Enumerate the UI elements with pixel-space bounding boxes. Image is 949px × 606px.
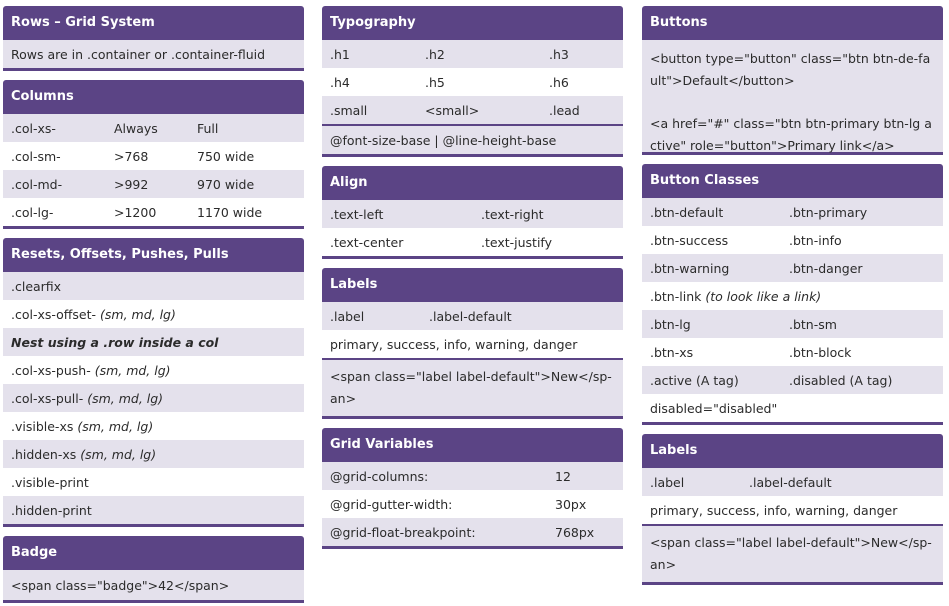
table-row: .text-center .text-justify — [322, 228, 623, 256]
table-row: @grid-columns: 12 — [322, 462, 623, 490]
table-row: .col-md- >992 970 wide — [3, 170, 304, 198]
badge-card — [3, 536, 304, 603]
list-item: <span class="label label-default">New</sp-an> — [642, 524, 943, 582]
table-row: .small <small> .lead — [322, 96, 623, 124]
list-item: <span class="label label-default">New</sp-an> — [322, 358, 623, 416]
columns-card — [3, 80, 304, 229]
card-title: Rows – Grid System — [3, 6, 304, 40]
list-item: Nest using a .row inside a col — [3, 328, 304, 356]
card-title: Labels — [642, 434, 943, 468]
list-item: <button type="button" class="btn btn-de-fault">Default</button> <a href="#" class="btn btn-primary btn-lg active" role="button">Primary link</a> — [642, 40, 943, 152]
card-title: Columns — [3, 80, 304, 114]
card-title: Button Classes — [642, 164, 943, 198]
table-row: @grid-gutter-width: 30px — [322, 490, 623, 518]
list-item: .visible-xs (sm, md, lg) — [3, 412, 304, 440]
table-row: .btn-success .btn-info — [642, 226, 943, 254]
table-row: .col-xs- Always Full — [3, 114, 304, 142]
list-item: .visible-print — [3, 468, 304, 496]
table-row: .col-lg- >1200 1170 wide — [3, 198, 304, 226]
table-row: .text-left .text-right — [322, 200, 623, 228]
card-title: Buttons — [642, 6, 943, 40]
list-item: primary, success, info, warning, danger — [642, 496, 943, 524]
list-item: primary, success, info, warning, danger — [322, 330, 623, 358]
list-item: @font-size-base | @line-height-base — [322, 124, 623, 154]
table-row: .col-sm- >768 750 wide — [3, 142, 304, 170]
buttons-card — [642, 6, 943, 155]
labels-card — [322, 268, 623, 419]
card-title: Resets, Offsets, Pushes, Pulls — [3, 238, 304, 272]
column-right — [642, 6, 943, 594]
table-row: .btn-default .btn-primary — [642, 198, 943, 226]
button-classes-card — [642, 164, 943, 425]
typography-card — [322, 6, 623, 157]
table-row: .btn-lg .btn-sm — [642, 310, 943, 338]
list-item: .hidden-xs (sm, md, lg) — [3, 440, 304, 468]
labels-card-right — [642, 434, 943, 585]
card-title: Align — [322, 166, 623, 200]
card-title: Typography — [322, 6, 623, 40]
card-title: Badge — [3, 536, 304, 570]
card-title: Grid Variables — [322, 428, 623, 462]
table-row: @grid-float-breakpoint: 768px — [322, 518, 623, 546]
table-row: .active (A tag) .disabled (A tag) — [642, 366, 943, 394]
list-item: .hidden-print — [3, 496, 304, 524]
column-left — [3, 6, 304, 606]
table-row: .h1 .h2 .h3 — [322, 40, 623, 68]
column-middle — [322, 6, 623, 558]
align-card — [322, 166, 623, 259]
table-row: .btn-xs .btn-block — [642, 338, 943, 366]
list-item: <span class="badge">42</span> — [3, 570, 304, 600]
table-row: .h4 .h5 .h6 — [322, 68, 623, 96]
table-row: .btn-warning .btn-danger — [642, 254, 943, 282]
list-item: .clearfix — [3, 272, 304, 300]
card-title: Labels — [322, 268, 623, 302]
list-item: Rows are in .container or .container-fluid — [3, 40, 304, 68]
table-row: .label .label-default — [642, 468, 943, 496]
list-item: disabled="disabled" — [642, 394, 943, 422]
list-item: .col-xs-pull- (sm, md, lg) — [3, 384, 304, 412]
list-item: .col-xs-offset- (sm, md, lg) — [3, 300, 304, 328]
rows-grid-card — [3, 6, 304, 71]
resets-card — [3, 238, 304, 527]
grid-variables-card — [322, 428, 623, 549]
table-row: .label .label-default — [322, 302, 623, 330]
list-item: .col-xs-push- (sm, md, lg) — [3, 356, 304, 384]
list-item: .btn-link (to look like a link) — [642, 282, 943, 310]
